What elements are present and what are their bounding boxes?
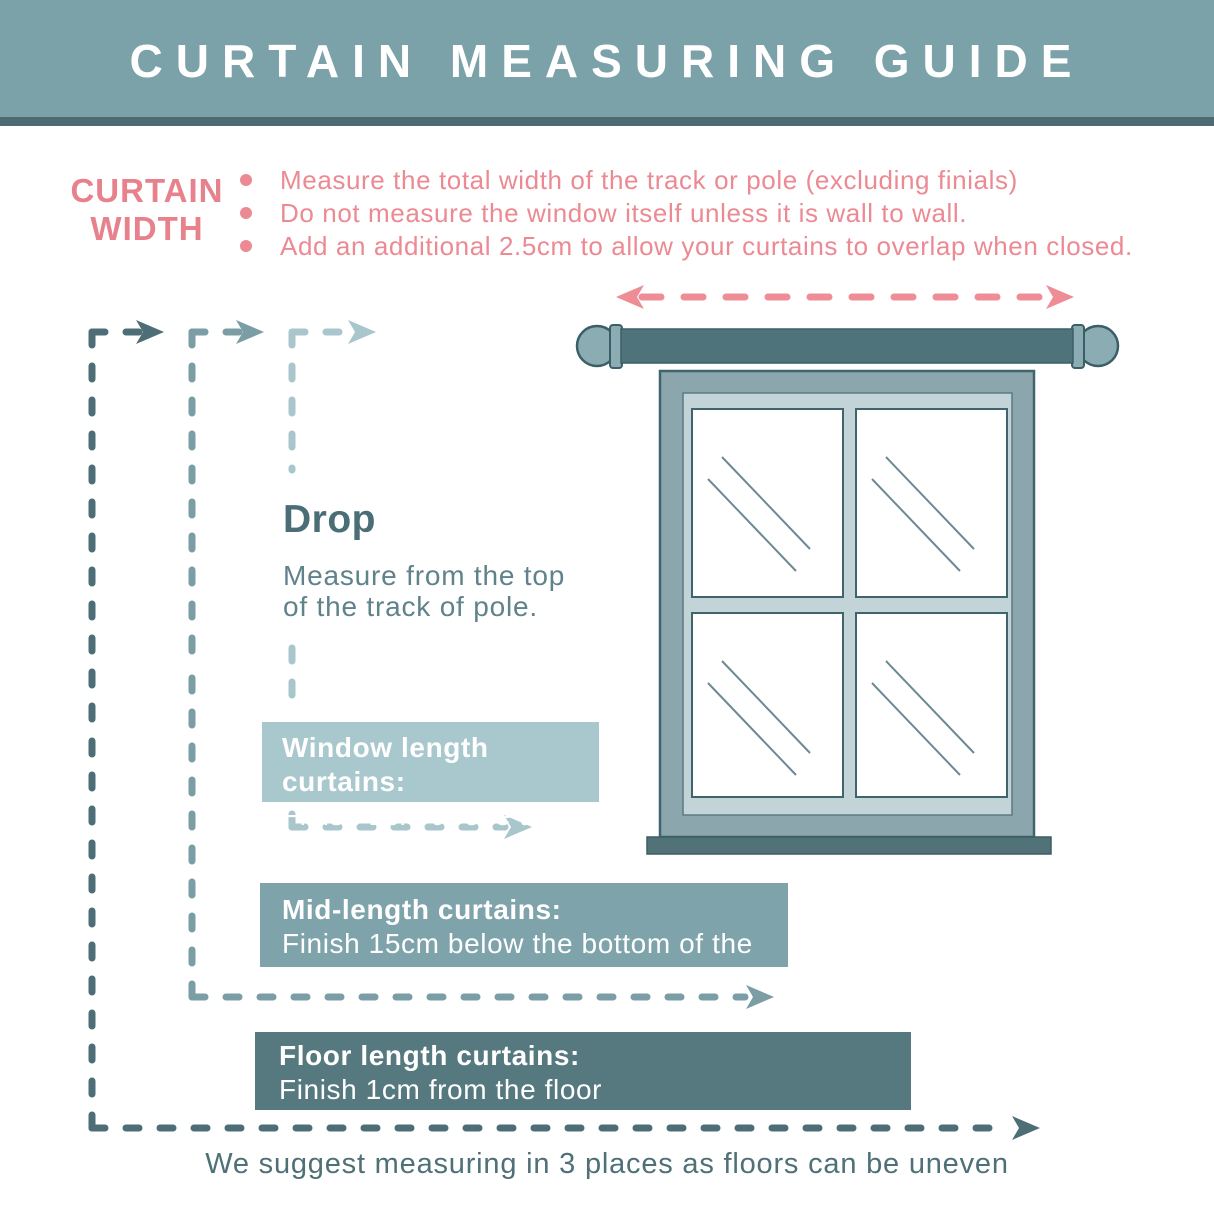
- floor-length-body: Finish 1cm from the floor: [279, 1074, 603, 1105]
- window-length-body: Finish 1cm above the sill: [282, 800, 561, 865]
- window-length-box: [262, 722, 599, 865]
- width-arrow-icon: [616, 285, 1074, 309]
- bullet-text: Measure the total width of the track or pole (excluding finials): [280, 165, 1018, 195]
- window-length-title: Window length curtains:: [282, 732, 489, 797]
- drop-description: [283, 560, 565, 622]
- curtain-width-label-line1: CURTAIN: [70, 172, 224, 209]
- window-illustration: [647, 371, 1051, 854]
- floor-length-title: Floor length curtains:: [279, 1040, 580, 1071]
- drop-title: Drop: [283, 498, 376, 541]
- curtain-width-label-line2: WIDTH: [90, 210, 204, 247]
- bullet-text: Add an additional 2.5cm to allow your curtains to overlap when closed.: [280, 231, 1133, 261]
- bullet-text: Do not measure the window itself unless it is wall to wall.: [280, 198, 968, 228]
- curtain-pole-illustration: [577, 325, 1118, 368]
- mid-length-body: Finish 15cm below the bottom of the sill: [282, 928, 753, 993]
- mid-length-box: [260, 883, 788, 993]
- floor-length-box: [255, 1032, 911, 1110]
- mid-length-title: Mid-length curtains:: [282, 894, 562, 925]
- drop-description-line2: of the track of pole.: [283, 591, 538, 622]
- page-title: CURTAIN MEASURING GUIDE: [129, 35, 1085, 87]
- footer-note: We suggest measuring in 3 places as floors can be uneven: [205, 1148, 1009, 1180]
- window-sill: [647, 837, 1051, 854]
- drop-description-line1: Measure from the top: [283, 560, 566, 591]
